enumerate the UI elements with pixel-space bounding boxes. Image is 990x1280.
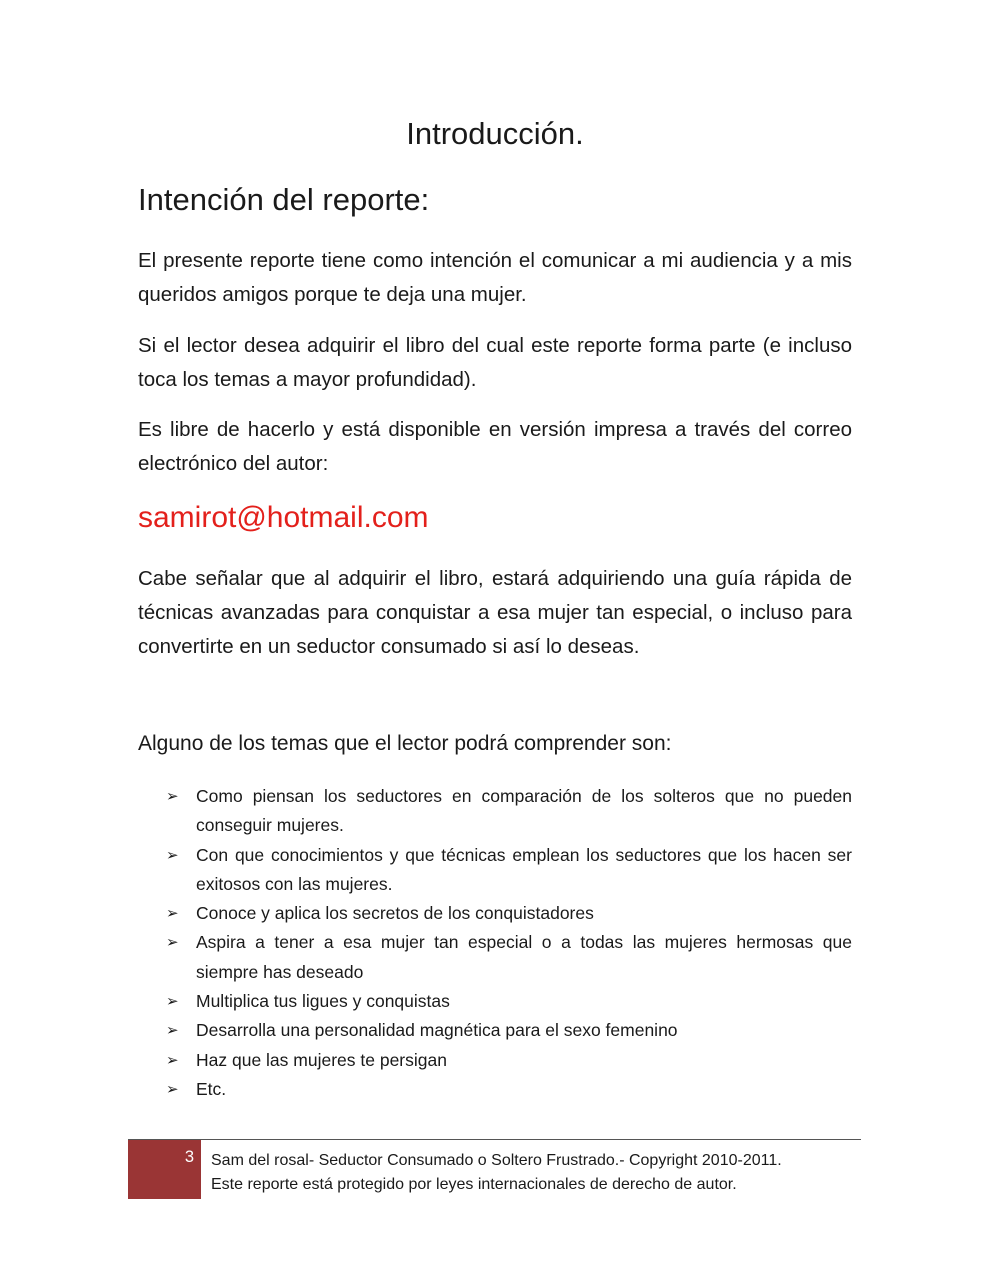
section-heading: Intención del reporte:: [138, 182, 430, 217]
list-item: [138, 1075, 852, 1104]
list-item-text: Multiplica tus ligues y conquistas: [196, 991, 450, 1012]
list-item: [138, 841, 852, 900]
arrow-bullet-icon: ➢: [166, 934, 179, 952]
list-item: [138, 928, 852, 987]
topics-intro: Alguno de los temas que el lector podrá comprender son:: [138, 732, 672, 755]
list-item-text: Etc.: [196, 1078, 227, 1099]
intro-paragraph-2: Si el lector desea adquirir el libro del cual este reporte forma parte (e incluso toca los temas a mayor profundidad).: [138, 334, 852, 391]
list-item: [138, 899, 852, 928]
list-item: [138, 1046, 852, 1075]
author-email-link[interactable]: samirot@hotmail.com: [138, 501, 429, 534]
footer-copyright: [211, 1149, 782, 1197]
list-item-text: Conoce y aplica los secretos de los conquistadores: [196, 903, 594, 924]
footer-line-2: Este reporte está protegido por leyes internacionales de derecho de autor.: [211, 1176, 737, 1193]
arrow-bullet-icon: ➢: [166, 993, 179, 1011]
intro-paragraph-3: Es libre de hacerlo y está disponible en versión impresa a través del correo electrónico del autor:: [138, 418, 852, 475]
footer-divider: [128, 1139, 861, 1140]
intro-paragraph-1: El presente reporte tiene como intención el comunicar a mi audiencia y a mis queridos amigos porque te deja una mujer.: [138, 249, 852, 306]
arrow-bullet-icon: ➢: [166, 846, 179, 864]
list-item: [138, 1016, 852, 1045]
list-item-text: Como piensan los seductores en comparación de los solteros que no pueden conseguir mujeres.: [196, 786, 852, 836]
arrow-bullet-icon: ➢: [166, 905, 179, 923]
arrow-bullet-icon: ➢: [166, 788, 179, 805]
footer-line-1: Sam del rosal- Seductor Consumado o Soltero Frustrado.- Copyright 2010-2011.: [211, 1152, 782, 1169]
list-item-text: Con que conocimientos y que técnicas emplean los seductores que los hacen ser exitosos con las mujeres.: [196, 844, 852, 894]
page-number: 3: [184, 1148, 194, 1166]
arrow-bullet-icon: ➢: [166, 1051, 179, 1069]
arrow-bullet-icon: ➢: [166, 1022, 179, 1040]
list-item-text: Haz que las mujeres te persigan: [196, 1049, 447, 1070]
closing-paragraph: Cabe señalar que al adquirir el libro, estará adquiriendo una guía rápida de técnicas avanzadas para conquistar a esa mujer tan especial, o incluso para convertirte en un seductor consumado si así lo deseas.: [138, 567, 852, 658]
list-item-text: Aspira a tener a esa mujer tan especial o a todas las mujeres hermosas que siempre has deseado: [196, 932, 852, 982]
list-item-text: Desarrolla una personalidad magnética para el sexo femenino: [196, 1020, 678, 1041]
arrow-bullet-icon: ➢: [166, 1080, 179, 1098]
page-title: Introducción.: [406, 116, 584, 151]
list-item: [138, 782, 852, 841]
topics-list: [138, 782, 852, 1104]
list-item: [138, 987, 852, 1016]
